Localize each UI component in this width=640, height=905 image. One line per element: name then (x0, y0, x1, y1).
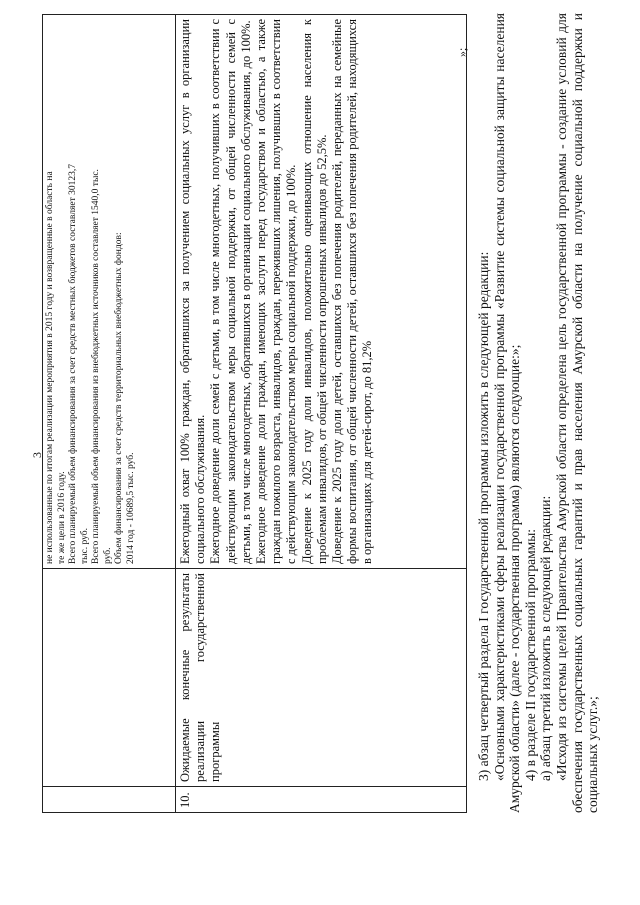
body-paragraph: «Исходя из системы целей Правительства Амурской области определена цель государственной программы - создание условий для обеспечения государственных социальных гарантий и прав населения Амурской области на получение социальной поддержки и социальных услуг.»; (553, 13, 601, 813)
body-paragraph: «Основными характеристиками сферы реализации государственной программы «Развитие системы социальной защиты населения Амурской области» (далее - государственная программа) являются следующие:»; (491, 13, 523, 813)
financing-line: руб. (102, 547, 113, 564)
financing-line: не использованные по итогам реализации мероприятия в 2015 году и возвращенные в область на (45, 171, 55, 564)
result-paragraph: Ежегодное доведение доли граждан, имеющих заслуги перед государством и областью, а также граждан пожилого возраста, инвалидов, граждан, переживших лишения, получивших в соответствии с действующим законодательством меры социальной поддержки, до 100%. (254, 19, 299, 564)
financing-cell (43, 15, 176, 569)
result-paragraph: Ежегодное доведение доли семей с детьми, в том числе многодетных, получивших в соответствии с действующим законодательством меры социальной поддержки, от общей численности семей с детьми, в том числе многодетных, обратившихся в организации социального обслуживания, до 100%. (208, 19, 253, 564)
closing-quote-mark: »; (455, 47, 469, 57)
financing-line: 2014 год - 10689,5 тыс. руб. (125, 452, 136, 564)
financing-line: Всего планируемый объем финансирования за счет средств местных бюджетов составляет 30123,7 (68, 164, 78, 564)
row-label: Ожидаемые конечные результаты реализации государственной программы (178, 573, 223, 782)
financing-line: Объем финансирования за счет средств территориальных внебюджетных фондов: (114, 232, 124, 564)
results-cell (176, 15, 467, 569)
row-number-cell (176, 787, 467, 813)
result-paragraph: Ежегодный охват 100% граждан, обратившихся за получением социальных услуг в организации социального обслуживания. (178, 19, 208, 564)
body-paragraph: а) абзац третий изложить в следующей редакции: (538, 495, 554, 781)
result-paragraph: Доведение к 2025 году доли детей, оставшихся без попечения родителей, переданных на семейные формы воспитания, от общей численности детей, оставшихся без попечения родителей, находящихся в организациях для детей-сирот, до 81,2% (330, 19, 375, 564)
row-label-cell (176, 569, 467, 787)
body-paragraph: 3) абзац четвертый раздела I государственной программы изложить в следующей редакции: (476, 251, 491, 781)
row-label-cell (43, 569, 176, 787)
row-number-cell (43, 787, 176, 813)
body-paragraph: 4) в разделе II государственной программы: (522, 528, 538, 781)
amendment-text (476, 13, 601, 813)
table-row (43, 15, 176, 813)
program-table (42, 14, 467, 813)
financing-line: те же цели в 2016 году. (56, 471, 67, 564)
table-row (176, 15, 467, 813)
page-number: 3 (30, 452, 44, 458)
row-number: 10. (178, 792, 192, 808)
result-paragraph: Доведение к 2025 году доли инвалидов, положительно оценивающих отношение населения к проблемам инвалидов, от общей численности опрошенных инвалидов до 52,5%. (299, 19, 329, 564)
financing-line: Всего планируемый объем финансирования из внебюджетных источников составляет 1540,0 тыс. (91, 169, 101, 564)
financing-line: тыс. руб. (79, 528, 90, 564)
